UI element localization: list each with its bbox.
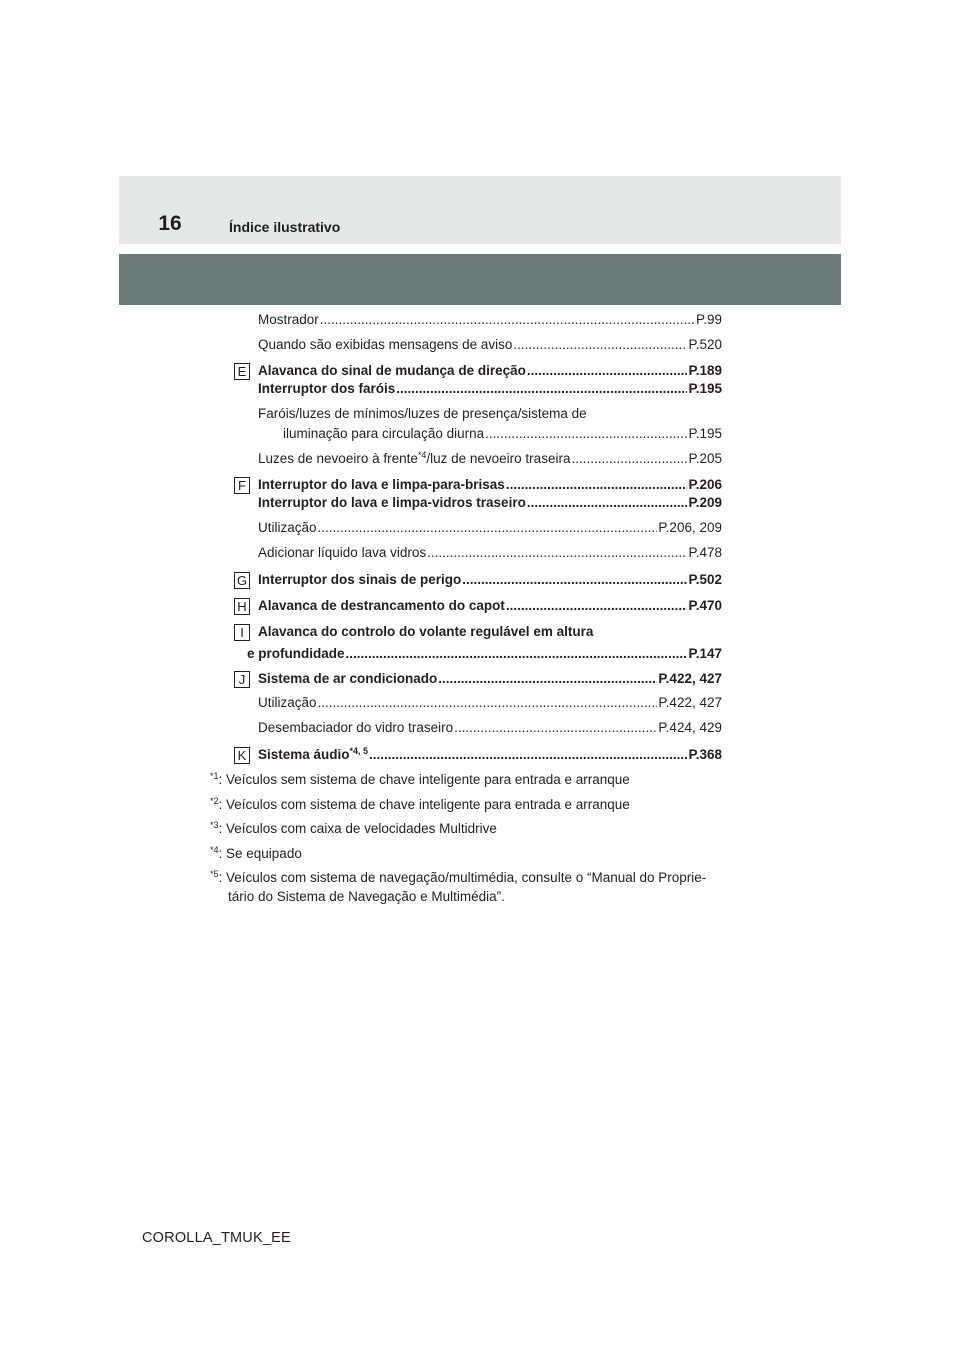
callout-letter-j: J xyxy=(234,671,250,688)
document-code: COROLLA_TMUK_EE xyxy=(142,1230,291,1246)
index-entry-ar-condicionado[interactable] xyxy=(258,670,722,688)
index-entry-desembaciador[interactable] xyxy=(258,719,722,737)
footnote-ref: *4 xyxy=(417,450,427,460)
index-entry-mostrador[interactable] xyxy=(258,311,722,329)
index-entry-perigo[interactable] xyxy=(258,571,722,589)
index-entry-liquido[interactable] xyxy=(258,544,722,562)
index-entry-nevoeiro[interactable] xyxy=(258,450,722,468)
entry-label: Utilização xyxy=(258,520,317,535)
page-number: 16 xyxy=(158,212,182,235)
callout-letter-g: G xyxy=(234,572,250,589)
entry-page: P.206, 209 xyxy=(658,520,722,535)
index-entry-utilizacao-ar[interactable] xyxy=(258,694,722,712)
callout-letter-f: F xyxy=(234,477,250,494)
entry-label: Interruptor dos sinais de perigo xyxy=(258,572,462,587)
index-entry-sinal-mudanca[interactable] xyxy=(258,362,722,380)
index-entry-volante-line1: Alavanca do controlo do volante regulável em altura xyxy=(258,624,594,639)
entry-label: Interruptor do lava e limpa-para-brisas xyxy=(258,477,505,492)
callout-letter-h: H xyxy=(234,598,250,615)
index-entry-capot[interactable] xyxy=(258,597,722,615)
entry-label: iluminação para circulação diurna xyxy=(283,426,485,441)
entry-page: P.478 xyxy=(688,545,722,560)
entry-label: Mostrador xyxy=(258,312,319,327)
entry-page: P.195 xyxy=(688,381,722,396)
section-title: Índice ilustrativo xyxy=(229,219,341,235)
entry-label: Utilização xyxy=(258,695,317,710)
callout-letter-k: K xyxy=(234,747,250,764)
entry-page: P.147 xyxy=(688,646,722,661)
index-entry-lava-para-brisas[interactable] xyxy=(258,476,722,494)
index-entry-mensagens-aviso[interactable] xyxy=(258,336,722,354)
footnote-1: $^{*1}$: Veículos sem sistema de chave inteligente para entrada e arranque xyxy=(210,771,630,787)
entry-page: P.422, 427 xyxy=(658,695,722,710)
callout-letter-e: E xyxy=(234,363,250,380)
entry-page: P.422, 427 xyxy=(658,671,722,686)
header-band xyxy=(119,176,841,244)
entry-label: Adicionar líquido lava vidros xyxy=(258,545,427,560)
section-banner xyxy=(119,254,841,305)
index-entry-farois[interactable] xyxy=(258,380,722,398)
entry-label: Sistema de ar condicionado xyxy=(258,671,438,686)
entry-label: Quando são exibidas mensagens de aviso xyxy=(258,337,513,352)
entry-page: P.99 xyxy=(695,312,722,327)
entry-page: P.502 xyxy=(688,572,722,587)
entry-label: Interruptor dos faróis xyxy=(258,381,396,396)
entry-page: P.195 xyxy=(688,426,722,441)
entry-page: P.520 xyxy=(688,337,722,352)
entry-label: Alavanca do sinal de mudança de direção xyxy=(258,363,526,378)
footnote-4: $^{*4}$: Se equipado xyxy=(210,845,302,861)
entry-label: Sistema áudio$^{*4, 5}$ xyxy=(258,746,369,762)
footnote-3: $^{*3}$: Veículos com caixa de velocidades Multidrive xyxy=(210,820,497,836)
entry-label: Interruptor do lava e limpa-vidros traseiro xyxy=(258,495,526,510)
index-entry-volante[interactable] xyxy=(247,645,722,663)
index-entry-lava-traseiro[interactable] xyxy=(258,494,722,512)
entry-page: P.209 xyxy=(688,495,722,510)
entry-label: Alavanca de destrancamento do capot xyxy=(258,598,505,613)
callout-letter-i: I xyxy=(234,624,250,641)
entry-page: P.470 xyxy=(688,598,722,613)
footnote-5: $^{*5}$: Veículos com sistema de navegação/multimédia, consulte o “Manual do Proprie- tário do Sistema de Navegação e Multimédia”. xyxy=(210,869,707,904)
footnote-2: $^{*2}$: Veículos com sistema de chave inteligente para entrada e arranque xyxy=(210,796,630,812)
entry-page: P.206 xyxy=(688,477,722,492)
entry-page: P.368 xyxy=(688,747,722,762)
index-entry-farois-luzes[interactable] xyxy=(258,425,722,443)
entry-page: P.205 xyxy=(688,451,722,466)
entry-label: Luzes de nevoeiro à frente$^{*4}$/luz de nevoeiro traseira xyxy=(258,450,571,466)
index-entry-audio[interactable] xyxy=(258,746,722,764)
entry-page: P.189 xyxy=(688,363,722,378)
index-entry-farois-luzes-line1: Faróis/luzes de mínimos/luzes de presença/sistema de xyxy=(258,406,587,421)
entry-page: P.424, 429 xyxy=(658,720,722,735)
entry-label: Desembaciador do vidro traseiro xyxy=(258,720,454,735)
entry-label: e profundidade xyxy=(247,646,345,661)
footnote-ref: *4, 5 xyxy=(349,746,369,756)
index-entry-utilizacao-lava[interactable] xyxy=(258,519,722,537)
